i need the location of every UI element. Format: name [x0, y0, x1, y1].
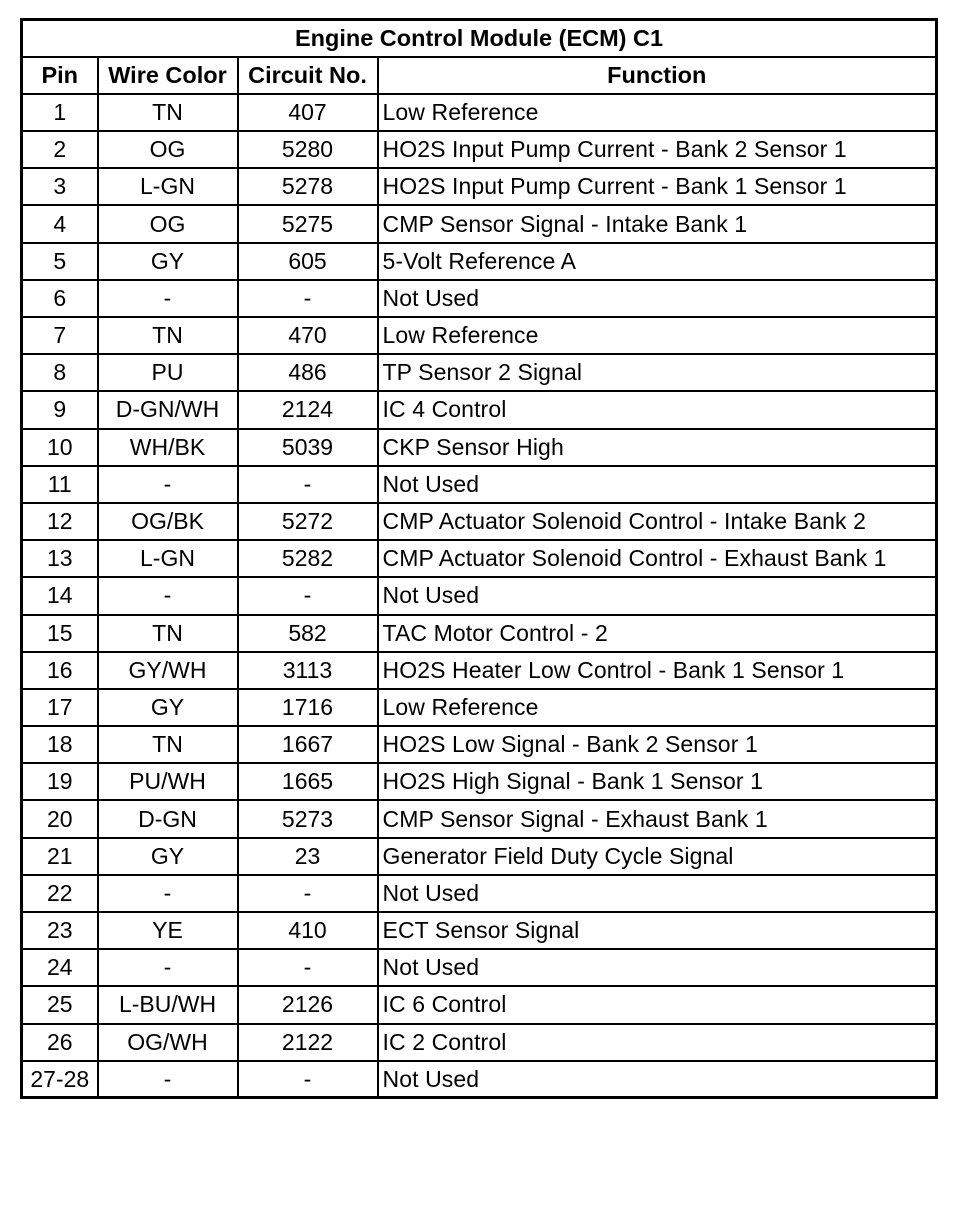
wire-color-cell: L-GN: [98, 540, 238, 577]
function-cell: Not Used: [378, 949, 937, 986]
table-row: [22, 317, 937, 354]
wire-color-cell: L-BU/WH: [98, 986, 238, 1023]
wire-color-cell: GY: [98, 838, 238, 875]
pin-cell: 21: [22, 838, 98, 875]
table-row: [22, 131, 937, 168]
pin-cell: 17: [22, 689, 98, 726]
header-circuit-no: Circuit No.: [238, 57, 378, 94]
function-cell: CMP Actuator Solenoid Control - Intake Bank 2: [378, 503, 937, 540]
table-row: [22, 429, 937, 466]
pin-cell: 16: [22, 652, 98, 689]
function-cell: IC 4 Control: [378, 391, 937, 428]
circuit-number-cell: 470: [238, 317, 378, 354]
function-cell: Not Used: [378, 280, 937, 317]
circuit-number-cell: 5280: [238, 131, 378, 168]
table-row: [22, 503, 937, 540]
pin-cell: 9: [22, 391, 98, 428]
pin-cell: 26: [22, 1024, 98, 1061]
pin-cell: 22: [22, 875, 98, 912]
circuit-number-cell: 582: [238, 615, 378, 652]
pin-cell: 8: [22, 354, 98, 391]
table-row: [22, 94, 937, 131]
function-cell: Generator Field Duty Cycle Signal: [378, 838, 937, 875]
circuit-number-cell: -: [238, 577, 378, 614]
wire-color-cell: TN: [98, 94, 238, 131]
pin-cell: 14: [22, 577, 98, 614]
pin-cell: 7: [22, 317, 98, 354]
function-cell: Low Reference: [378, 689, 937, 726]
function-cell: IC 2 Control: [378, 1024, 937, 1061]
table-row: [22, 763, 937, 800]
wire-color-cell: -: [98, 875, 238, 912]
table-row: [22, 986, 937, 1023]
circuit-number-cell: 5273: [238, 800, 378, 837]
circuit-number-cell: 23: [238, 838, 378, 875]
wire-color-cell: -: [98, 280, 238, 317]
table-row: [22, 726, 937, 763]
function-cell: Not Used: [378, 1061, 937, 1098]
wire-color-cell: -: [98, 577, 238, 614]
wire-color-cell: OG: [98, 131, 238, 168]
circuit-number-cell: 5272: [238, 503, 378, 540]
circuit-number-cell: 2124: [238, 391, 378, 428]
circuit-number-cell: 5039: [238, 429, 378, 466]
function-cell: 5-Volt Reference A: [378, 243, 937, 280]
pin-cell: 19: [22, 763, 98, 800]
pin-cell: 2: [22, 131, 98, 168]
pin-cell: 13: [22, 540, 98, 577]
pin-cell: 6: [22, 280, 98, 317]
pin-cell: 1: [22, 94, 98, 131]
wire-color-cell: YE: [98, 912, 238, 949]
function-cell: TAC Motor Control - 2: [378, 615, 937, 652]
table-row: [22, 280, 937, 317]
table-row: [22, 949, 937, 986]
function-cell: HO2S High Signal - Bank 1 Sensor 1: [378, 763, 937, 800]
table-row: [22, 1024, 937, 1061]
circuit-number-cell: 1665: [238, 763, 378, 800]
table-title: Engine Control Module (ECM) C1: [22, 20, 937, 57]
wire-color-cell: PU: [98, 354, 238, 391]
pin-cell: 15: [22, 615, 98, 652]
wire-color-cell: TN: [98, 615, 238, 652]
table-row: [22, 689, 937, 726]
pin-cell: 25: [22, 986, 98, 1023]
pin-cell: 10: [22, 429, 98, 466]
wire-color-cell: TN: [98, 726, 238, 763]
table-row: [22, 391, 937, 428]
table-row: [22, 615, 937, 652]
circuit-number-cell: 407: [238, 94, 378, 131]
circuit-number-cell: 5275: [238, 205, 378, 242]
table-row: [22, 912, 937, 949]
table-row: [22, 243, 937, 280]
function-cell: HO2S Heater Low Control - Bank 1 Sensor 1: [378, 652, 937, 689]
function-cell: HO2S Low Signal - Bank 2 Sensor 1: [378, 726, 937, 763]
function-cell: Low Reference: [378, 317, 937, 354]
circuit-number-cell: 486: [238, 354, 378, 391]
function-cell: Not Used: [378, 577, 937, 614]
circuit-number-cell: 1716: [238, 689, 378, 726]
function-cell: CMP Actuator Solenoid Control - Exhaust Bank 1: [378, 540, 937, 577]
circuit-number-cell: -: [238, 875, 378, 912]
circuit-number-cell: 3113: [238, 652, 378, 689]
pin-cell: 18: [22, 726, 98, 763]
table-row: [22, 354, 937, 391]
pin-cell: 4: [22, 205, 98, 242]
pin-cell: 27-28: [22, 1061, 98, 1098]
header-wire-color: Wire Color: [98, 57, 238, 94]
table-row: [22, 205, 937, 242]
function-cell: TP Sensor 2 Signal: [378, 354, 937, 391]
circuit-number-cell: -: [238, 949, 378, 986]
pin-cell: 12: [22, 503, 98, 540]
function-cell: CMP Sensor Signal - Exhaust Bank 1: [378, 800, 937, 837]
function-cell: CKP Sensor High: [378, 429, 937, 466]
pin-cell: 24: [22, 949, 98, 986]
wire-color-cell: TN: [98, 317, 238, 354]
table-row: [22, 168, 937, 205]
circuit-number-cell: 410: [238, 912, 378, 949]
function-cell: Low Reference: [378, 94, 937, 131]
pin-cell: 5: [22, 243, 98, 280]
circuit-number-cell: 2126: [238, 986, 378, 1023]
function-cell: Not Used: [378, 466, 937, 503]
circuit-number-cell: -: [238, 1061, 378, 1098]
function-cell: HO2S Input Pump Current - Bank 2 Sensor 1: [378, 131, 937, 168]
wire-color-cell: -: [98, 466, 238, 503]
table-title-row: [22, 20, 937, 57]
wire-color-cell: -: [98, 949, 238, 986]
wire-color-cell: D-GN: [98, 800, 238, 837]
wire-color-cell: OG/BK: [98, 503, 238, 540]
function-cell: HO2S Input Pump Current - Bank 1 Sensor 1: [378, 168, 937, 205]
table-row: [22, 838, 937, 875]
ecm-connector-table: [20, 18, 938, 1099]
pin-cell: 3: [22, 168, 98, 205]
circuit-number-cell: -: [238, 466, 378, 503]
table-header-row: [22, 57, 937, 94]
header-function: Function: [378, 57, 937, 94]
pin-cell: 23: [22, 912, 98, 949]
wire-color-cell: OG: [98, 205, 238, 242]
table-row: [22, 800, 937, 837]
function-cell: ECT Sensor Signal: [378, 912, 937, 949]
wire-color-cell: GY: [98, 243, 238, 280]
wire-color-cell: WH/BK: [98, 429, 238, 466]
table-row: [22, 540, 937, 577]
wire-color-cell: GY: [98, 689, 238, 726]
wire-color-cell: GY/WH: [98, 652, 238, 689]
wire-color-cell: L-GN: [98, 168, 238, 205]
circuit-number-cell: 2122: [238, 1024, 378, 1061]
circuit-number-cell: 5278: [238, 168, 378, 205]
table-row: [22, 577, 937, 614]
table-row: [22, 466, 937, 503]
function-cell: Not Used: [378, 875, 937, 912]
wire-color-cell: OG/WH: [98, 1024, 238, 1061]
table-row: [22, 652, 937, 689]
circuit-number-cell: -: [238, 280, 378, 317]
circuit-number-cell: 605: [238, 243, 378, 280]
circuit-number-cell: 5282: [238, 540, 378, 577]
table-row: [22, 1061, 937, 1098]
wire-color-cell: -: [98, 1061, 238, 1098]
function-cell: CMP Sensor Signal - Intake Bank 1: [378, 205, 937, 242]
function-cell: IC 6 Control: [378, 986, 937, 1023]
header-pin: Pin: [22, 57, 98, 94]
table-body: [22, 94, 937, 1098]
wire-color-cell: PU/WH: [98, 763, 238, 800]
pin-cell: 11: [22, 466, 98, 503]
table-row: [22, 875, 937, 912]
wire-color-cell: D-GN/WH: [98, 391, 238, 428]
pin-cell: 20: [22, 800, 98, 837]
circuit-number-cell: 1667: [238, 726, 378, 763]
